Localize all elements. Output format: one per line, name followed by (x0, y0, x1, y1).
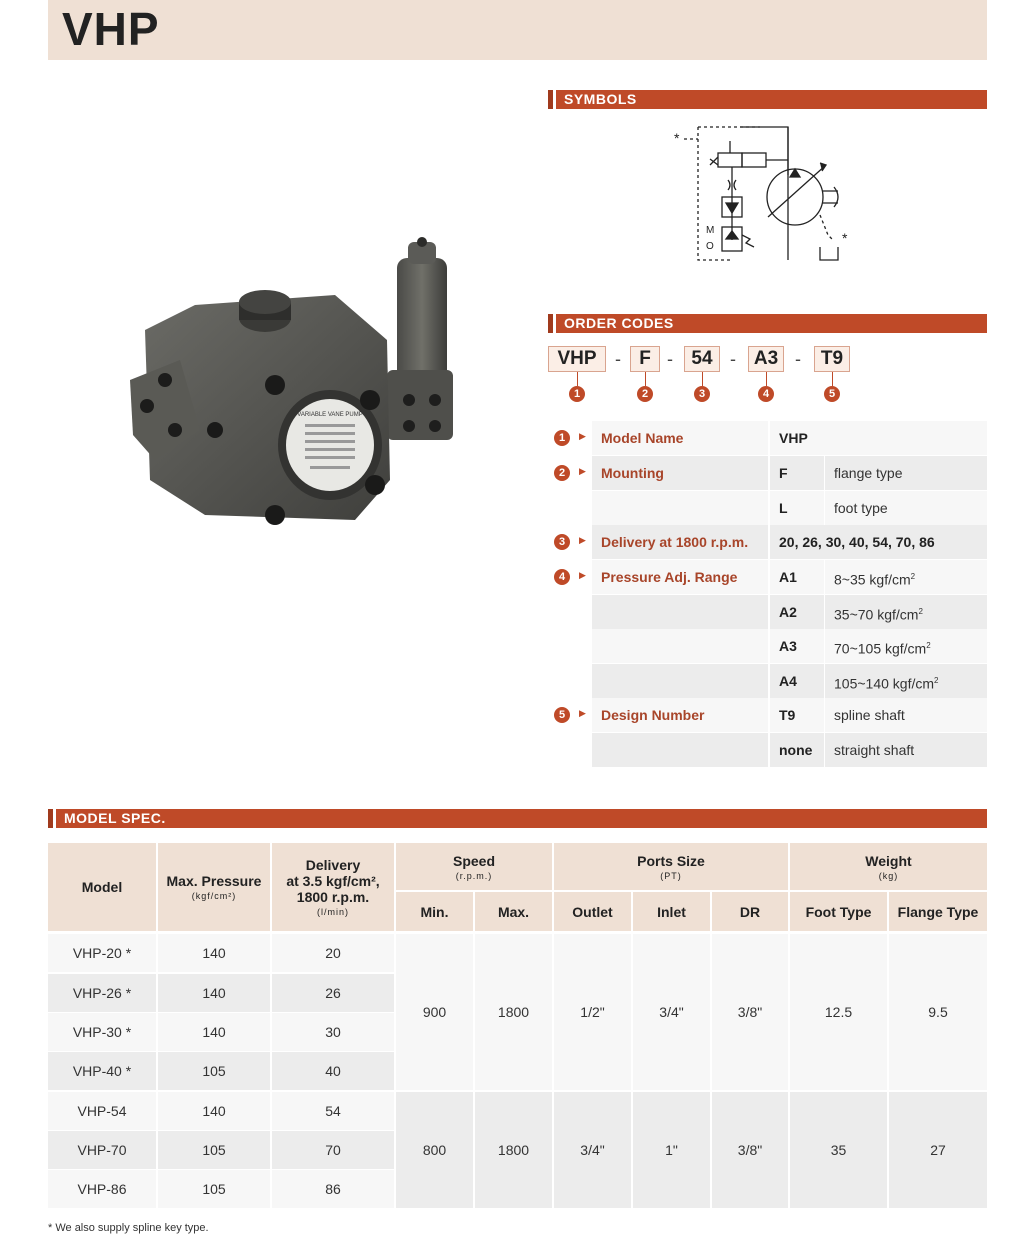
group-cell: 3/8" (712, 934, 788, 1090)
model-spec-title: MODEL SPEC. (64, 810, 166, 826)
symbols-header (548, 90, 987, 109)
order-row-number: 5 (554, 707, 570, 723)
code-number-1: 1 (569, 386, 585, 402)
header-unit: (kg) (878, 870, 899, 881)
group-cell: 900 (396, 934, 473, 1090)
arrow-icon: ▶ (579, 431, 586, 441)
order-row-label: Design Number (592, 698, 768, 732)
title-bar (48, 0, 987, 60)
group-cell: 3/8" (712, 1092, 788, 1208)
order-row-pressure-3 (548, 629, 987, 663)
order-row-mounting (548, 456, 987, 490)
header-delivery-text: Delivery (305, 857, 361, 873)
header-delivery (272, 843, 394, 931)
header-speed (396, 843, 552, 890)
table-row-cell: 140 (158, 1013, 270, 1051)
code-number-3: 3 (694, 386, 710, 402)
code-box-design: T9 (814, 346, 850, 372)
pressure-desc: 8~35 kgf/cm (834, 571, 911, 588)
order-row-code: A4 (770, 664, 824, 698)
header-max: Max. (475, 892, 552, 931)
header-delivery-text: at 3.5 kgf/cm², (286, 873, 380, 889)
order-row-label-empty (592, 664, 768, 698)
header-unit: (l/min) (317, 907, 349, 917)
order-row-label-empty (592, 733, 768, 767)
svg-text:*: * (842, 230, 848, 246)
group-cell: 1800 (475, 1092, 552, 1208)
group-cell: 9.5 (889, 934, 987, 1090)
group-cell: 12.5 (790, 934, 887, 1090)
order-row-code: A1 (770, 560, 824, 594)
order-row-number: 1 (554, 430, 570, 446)
order-row-code: T9 (770, 698, 824, 732)
pressure-desc: 105~140 kgf/cm (834, 675, 935, 692)
code-box-model: VHP (548, 346, 606, 372)
header-flange: Flange Type (889, 892, 987, 931)
code-tick (702, 372, 703, 386)
order-row-delivery (548, 525, 987, 559)
order-row-pressure-4 (548, 664, 987, 698)
header-model-text: Model (81, 879, 123, 895)
arrow-icon: ▶ (579, 535, 586, 545)
order-row-design-2 (548, 733, 987, 767)
header-inlet: Inlet (633, 892, 710, 931)
order-row-desc (825, 664, 987, 698)
order-row-pressure (548, 560, 987, 594)
header-unit: (kgf/cm²) (191, 891, 237, 901)
group-cell: 3/4" (633, 934, 710, 1090)
code-tick (645, 372, 646, 386)
order-codes-title: ORDER CODES (564, 315, 674, 331)
hydraulic-symbol (670, 115, 860, 270)
header-outlet: Outlet (554, 892, 631, 931)
header-model (48, 843, 156, 931)
arrow-icon: ▶ (579, 708, 586, 718)
svg-text:*: * (674, 130, 680, 146)
order-row-code: F (770, 456, 824, 490)
header-dr: DR (712, 892, 788, 931)
table-row-cell: 40 (272, 1052, 394, 1090)
order-row-code: A3 (770, 629, 824, 663)
order-row-value: VHP (770, 421, 987, 455)
order-row-mounting-2 (548, 491, 987, 525)
order-row-code: none (770, 733, 824, 767)
superscript: 2 (934, 676, 939, 685)
table-row-cell: 54 (272, 1092, 394, 1130)
code-box-pressure: A3 (748, 346, 784, 372)
code-tick (577, 372, 578, 386)
table-row-cell: 140 (158, 974, 270, 1012)
order-row-label: Mounting (592, 456, 768, 490)
order-row-number: 2 (554, 465, 570, 481)
header-unit: (PT) (660, 870, 682, 881)
header-max-pressure (158, 843, 270, 931)
code-box-mounting: F (630, 346, 660, 372)
group-cell: 3/4" (554, 1092, 631, 1208)
footnote: * We also supply spline key type. (48, 1222, 209, 1234)
table-row-cell: 105 (158, 1170, 270, 1208)
table-row-cell: VHP-86 (48, 1170, 156, 1208)
arrow-icon: ▶ (579, 466, 586, 476)
table-row-cell: 140 (158, 1092, 270, 1130)
superscript: 2 (926, 641, 931, 650)
header-weight (790, 843, 987, 890)
model-spec-header (48, 809, 987, 828)
table-row-cell: 105 (158, 1052, 270, 1090)
order-row-number: 3 (554, 534, 570, 550)
header-unit: (r.p.m.) (455, 870, 493, 881)
table-row-cell: VHP-20 * (48, 934, 156, 972)
superscript: 2 (918, 607, 923, 616)
code-dash: - (730, 349, 736, 369)
table-row-cell: 86 (272, 1170, 394, 1208)
svg-text:O: O (706, 241, 714, 252)
header-ports (554, 843, 788, 890)
group-cell: 27 (889, 1092, 987, 1208)
group-cell: 1800 (475, 934, 552, 1090)
header-min: Min. (396, 892, 473, 931)
code-number-4: 4 (758, 386, 774, 402)
code-dash: - (615, 349, 621, 369)
pressure-desc: 70~105 kgf/cm (834, 640, 927, 657)
order-row-model-name (548, 421, 987, 455)
photo-plate-label: VARIABLE VANE PUMP (297, 412, 363, 418)
table-row-cell: 70 (272, 1131, 394, 1169)
order-row-label: Model Name (592, 421, 768, 455)
pressure-desc: 35~70 kgf/cm (834, 606, 919, 623)
table-row-cell: VHP-40 * (48, 1052, 156, 1090)
order-row-pressure-2 (548, 595, 987, 629)
table-row-cell: VHP-30 * (48, 1013, 156, 1051)
order-row-code: A2 (770, 595, 824, 629)
header-delivery-text: 1800 r.p.m. (296, 889, 370, 905)
order-codes-header (548, 314, 987, 333)
header-ports-text: Ports Size (637, 852, 705, 869)
order-row-code: L (770, 491, 824, 525)
order-row-desc: flange type (825, 456, 987, 490)
page-title: VHP (62, 3, 160, 55)
order-row-label: Delivery at 1800 r.p.m. (592, 525, 768, 559)
table-row-cell: VHP-26 * (48, 974, 156, 1012)
table-row-cell: 20 (272, 934, 394, 972)
group-cell: 1/2" (554, 934, 631, 1090)
code-box-delivery: 54 (684, 346, 720, 372)
table-row-cell: 105 (158, 1131, 270, 1169)
order-row-value: 20, 26, 30, 40, 54, 70, 86 (770, 525, 987, 559)
order-row-label-empty (592, 491, 768, 525)
order-row-design (548, 698, 987, 732)
pump-photo (125, 230, 455, 530)
code-dash: - (795, 349, 801, 369)
symbols-title: SYMBOLS (564, 91, 637, 107)
group-cell: 35 (790, 1092, 887, 1208)
order-row-desc: foot type (825, 491, 987, 525)
table-row-cell: VHP-54 (48, 1092, 156, 1130)
order-row-desc (825, 629, 987, 663)
order-row-label-empty (592, 595, 768, 629)
code-dash: - (667, 349, 673, 369)
table-row-cell: 26 (272, 974, 394, 1012)
header-foot: Foot Type (790, 892, 887, 931)
group-cell: 1" (633, 1092, 710, 1208)
header-weight-text: Weight (865, 852, 912, 869)
order-row-number: 4 (554, 569, 570, 585)
code-number-5: 5 (824, 386, 840, 402)
header-max-pressure-text: Max. Pressure (166, 873, 262, 889)
code-tick (766, 372, 767, 386)
order-row-desc (825, 595, 987, 629)
code-number-2: 2 (637, 386, 653, 402)
order-row-desc (825, 560, 987, 594)
arrow-icon: ▶ (579, 570, 586, 580)
table-row-cell: VHP-70 (48, 1131, 156, 1169)
order-row-label-empty (592, 629, 768, 663)
code-tick (832, 372, 833, 386)
table-row-cell: 140 (158, 934, 270, 972)
table-row-cell: 30 (272, 1013, 394, 1051)
group-cell: 800 (396, 1092, 473, 1208)
order-row-label: Pressure Adj. Range (592, 560, 768, 594)
svg-text:M: M (706, 225, 715, 236)
header-speed-text: Speed (452, 852, 495, 869)
superscript: 2 (910, 572, 916, 581)
order-row-desc: spline shaft (825, 698, 987, 732)
order-row-desc: straight shaft (825, 733, 987, 767)
